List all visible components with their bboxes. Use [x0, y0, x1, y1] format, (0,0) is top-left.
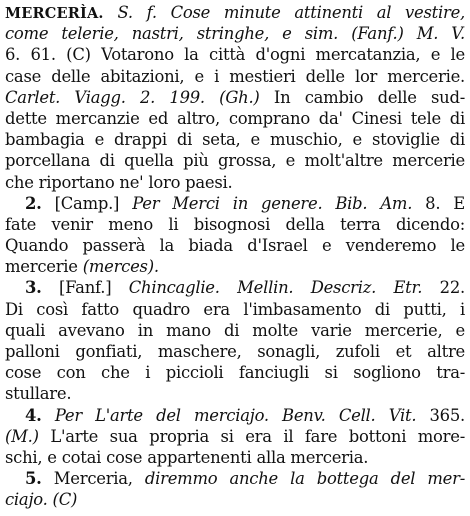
sense-3-line: quali avevano in mano di molte varie mercerie, e	[5, 320, 465, 340]
source-tag: (C)	[52, 490, 78, 510]
headword: MERCERÌA.	[5, 5, 104, 22]
entry-line: che riportano ne' loro paesi.	[5, 172, 233, 192]
quote-text: mercerie	[5, 257, 78, 277]
sense-3-line: Di così fatto quadro era l'imbasamento di putti, i	[5, 299, 465, 319]
definition-text: S. f. Cose minute attinenti al vestire,	[117, 3, 465, 22]
sense-2-line	[5, 256, 465, 277]
sense-2-line: fate venir meno li bisognosi della terra dicendo:	[5, 214, 465, 234]
citation-ref: 365.	[429, 405, 465, 425]
sense-4-line	[5, 405, 465, 426]
sense-3-line: stullare.	[5, 384, 72, 404]
sense-definition: Chincaglie. Mellin. Descriz. Etr.	[128, 278, 423, 298]
entry-line: porcellana di quella più grossa, e molt'altre mercerie	[5, 151, 465, 171]
citation-ref: 8. E	[425, 193, 465, 213]
source-tag: [Camp.]	[54, 193, 120, 213]
sense-number: 3.	[25, 278, 42, 298]
sense-definition: Per L'arte del merciajo. Benv. Cell. Vit.	[54, 405, 417, 425]
sense-3-line: palloni gonfiati, maschere, sonagli, zufoli et altre	[5, 342, 465, 361]
entry-line: bambagia e drappi di seta, e muschio, e stoviglie di	[5, 130, 465, 150]
entry-line: 6. 61. (C) Votarono la città d'ogni mercatanzia, e le	[5, 45, 465, 65]
latin-gloss: (merces).	[82, 257, 159, 277]
entry-line: case delle abitazioni, e i mestieri delle lor mercerie.	[5, 66, 465, 86]
quote-text: L'arte sua propria si era il fare bottoni more-	[50, 426, 465, 446]
quote-text: In cambio delle sud-	[259, 87, 465, 107]
sense-definition: Per Merci in genere. Bib. Am.	[132, 193, 413, 213]
sense-number: 4.	[25, 405, 42, 425]
sense-term: Merceria,	[53, 469, 133, 489]
entry-line	[5, 2, 465, 23]
entry-line	[5, 87, 465, 108]
source-tag: [Fanf.]	[59, 278, 112, 298]
dictionary-entry	[5, 2, 465, 511]
source-tag: (M.)	[5, 426, 39, 446]
sense-5-line	[5, 468, 465, 489]
entry-line: come telerie, nastri, stringhe, e sim. (Fanf.) M. V.	[5, 24, 465, 44]
sense-definition: diremmo anche la bottega del mer-	[144, 469, 465, 489]
citation: Carlet. Viagg. 2. 199. (Gh.)	[5, 87, 260, 107]
sense-5-line	[5, 489, 465, 510]
sense-number: 2.	[25, 193, 42, 213]
sense-2-line: Quando passerà la biada d'Israel e venderemo le	[5, 236, 465, 256]
sense-3-line: cose con che i piccioli fanciugli si sogliono tra-	[5, 363, 465, 383]
sense-4-line	[5, 426, 465, 447]
sense-3-line	[5, 277, 465, 298]
sense-number: 5.	[25, 469, 42, 489]
citation-ref: 22.	[439, 278, 465, 298]
sense-4-line: schi, e cotai cose appartenenti alla merceria.	[5, 447, 369, 467]
sense-definition: ciajo.	[5, 490, 48, 510]
sense-2-line	[5, 193, 465, 214]
entry-line: dette mercanzie ed altro, comprano da' Cinesi tele di	[5, 108, 465, 128]
